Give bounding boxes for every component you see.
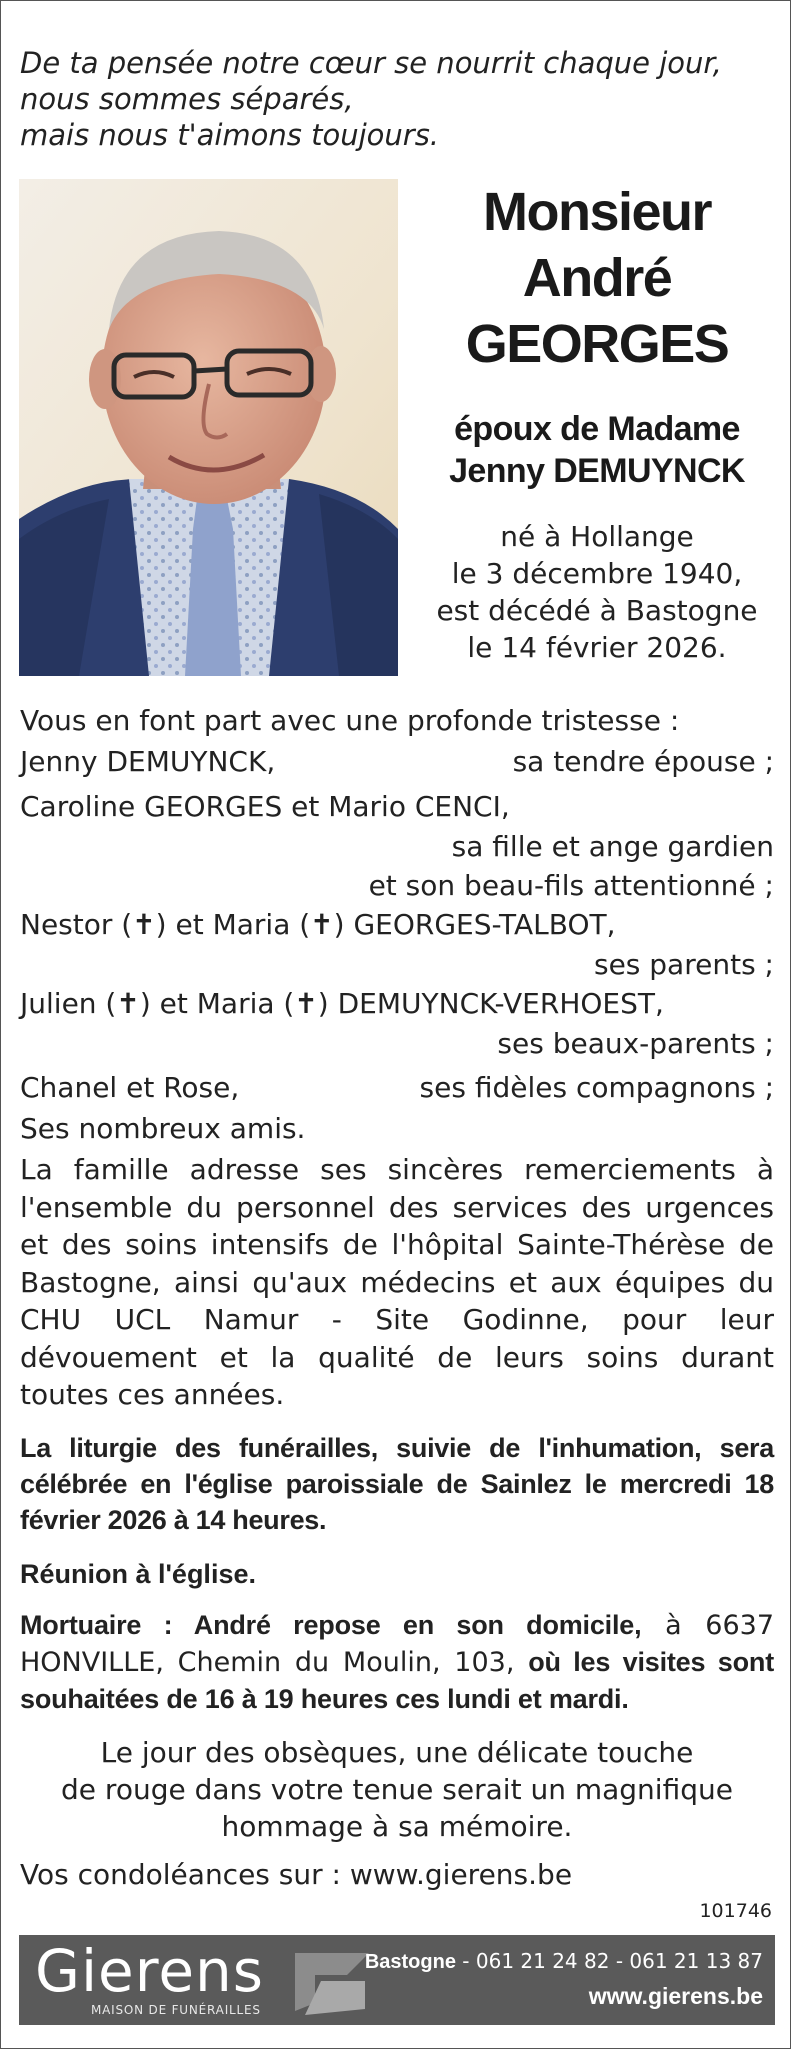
dates-line: le 14 février 2026. [467, 631, 727, 664]
spouse-line: Jenny DEMUYNCK [449, 452, 745, 490]
family-member-name: Julien (✝) et Maria (✝) DEMUYNCK-VERHOEST, [20, 987, 664, 1020]
contact-phones [365, 1949, 763, 1974]
family-entry-spouse [20, 741, 774, 783]
dates-line: né à Hollange [500, 520, 694, 553]
family-member-role: ses parents ; [593, 948, 774, 981]
liturgy-paragraph: La liturgie des funérailles, suivie de l'inhumation, sera célébrée en l'église paroissiale de Sainlez le mercredi 18 février 2026 à 14 heures. [20, 1432, 774, 1535]
funeral-home-banner [19, 1935, 775, 2025]
family-member-name: Nestor (✝) et Maria (✝) GEORGES-TALBOT, [20, 908, 616, 941]
website-link[interactable]: www.gierens.be [588, 1983, 763, 2009]
spouse-info [411, 408, 783, 492]
city-name: Bastogne [364, 1951, 456, 1973]
brand-subtitle: MAISON DE FUNÉRAILLES [91, 2003, 261, 2017]
birth-death-dates [411, 518, 783, 666]
spouse-line: époux de Madame [454, 410, 740, 448]
family-member-role: ses beaux-parents ; [497, 1027, 774, 1060]
hommage-line: Le jour des obsèques, une délicate touche [100, 1735, 694, 1769]
family-member-name: Jenny DEMUYNCK, [20, 745, 276, 778]
portrait-image [19, 179, 398, 676]
brand-logo: Gierens [35, 1937, 264, 2005]
quote-line: mais nous t'aimons toujours. [20, 118, 440, 152]
family-member-name: Caroline GEORGES et Mario CENCI, [20, 790, 510, 823]
hommage-line: hommage à sa mémoire. [221, 1809, 573, 1843]
honorific: Monsieur [482, 182, 712, 242]
mortuaire-paragraph [20, 1607, 774, 1718]
quote-line: De ta pensée notre cœur se nourrit chaque jour, [20, 46, 722, 80]
family-entry-pets [20, 1067, 774, 1109]
mortuaire-address: à 6637 HONVILLE, Chemin du Moulin, 103, [20, 1609, 774, 1678]
family-member-name: Chanel et Rose, [20, 1071, 240, 1104]
announcement: Vous en font part avec une profonde tristesse : [20, 704, 680, 737]
condolences-line: Vos condoléances sur : www.gierens.be [20, 1857, 573, 1891]
hommage-line: de rouge dans votre tenue serait un magnifique [61, 1772, 733, 1806]
family-member-role: ses fidèles compagnons ; [419, 1071, 774, 1104]
hommage-paragraph [20, 1734, 774, 1845]
mortuaire-bold: Mortuaire : André repose en son domicile, [20, 1609, 642, 1640]
notice-body [20, 701, 774, 1895]
first-name: André [522, 248, 672, 308]
reference-number: 101746 [699, 1900, 772, 1922]
thanks-paragraph: La famille adresse ses sincères remerciements à l'ensemble du personnel des services des urgences et des soins intensifs de l'hôpital Sainte-Thérèse de Bastogne, ainsi qu'aux médecins et aux équipes du CHU UCL Namur - Site Godinne, pour leur dévouement et la qualité de leurs soins durant toutes ces années. [20, 1153, 774, 1411]
family-friends: Ses nombreux amis. [20, 1112, 306, 1145]
last-name: GEORGES [465, 314, 729, 374]
family-member-role: et son beau-fils attentionné ; [368, 869, 774, 902]
deceased-info [411, 179, 783, 666]
dates-line: le 3 décembre 1940, [451, 557, 743, 590]
family-member-role: sa fille et ange gardien [451, 830, 774, 863]
memorial-quote [20, 45, 760, 153]
brand-mark-icon [285, 1945, 377, 2017]
quote-line: nous sommes séparés, [20, 82, 354, 116]
mortuaire-visits: où les visites sont souhaitées de 16 à 19 heures ces lundi et mardi. [20, 1646, 774, 1714]
portrait-photo [19, 179, 398, 676]
phone-numbers: - 061 21 24 82 - 061 21 13 87 [455, 1949, 763, 1973]
dates-line: est décédé à Bastogne [436, 594, 758, 627]
family-member-role: sa tendre épouse ; [512, 745, 774, 778]
reunion-line: Réunion à l'église. [20, 1558, 256, 1589]
